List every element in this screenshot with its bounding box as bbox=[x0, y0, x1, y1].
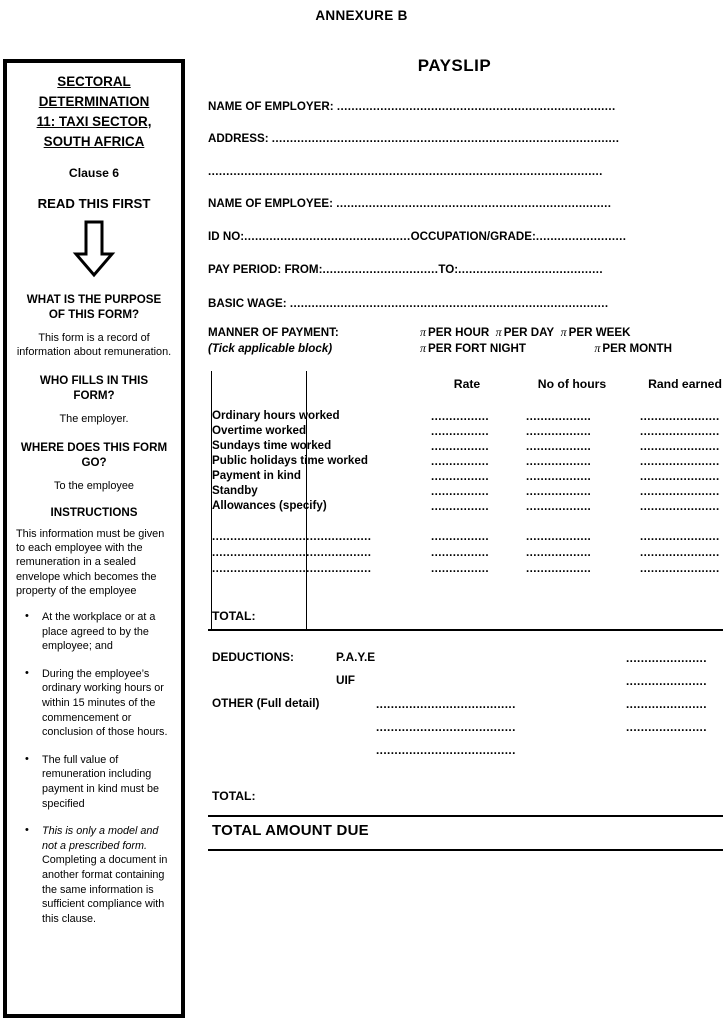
earnings-total-label: TOTAL: bbox=[212, 609, 256, 623]
cell-rate[interactable]: ................ bbox=[431, 425, 489, 438]
field-label: BASIC WAGE: bbox=[208, 297, 287, 310]
manner-options-row-2 bbox=[420, 341, 723, 357]
bullet-text: During the employee’s ordinary working hours or within 15 minutes of the commencement or conclusion of those hours. bbox=[42, 667, 168, 739]
cell-rate[interactable]: ................ bbox=[431, 546, 489, 559]
deduction-amount-uif[interactable]: ...................... bbox=[626, 674, 707, 688]
bullet-text: At the workplace or at a place agreed to by the employee; and bbox=[42, 611, 156, 653]
table-row-blank bbox=[208, 545, 723, 562]
cell-rate[interactable]: ................ bbox=[431, 485, 489, 498]
cell-rate[interactable]: ................ bbox=[431, 500, 489, 513]
table-row bbox=[208, 499, 723, 516]
instructions-bullet-list bbox=[16, 610, 172, 926]
tick-box-icon[interactable]: π bbox=[560, 325, 567, 339]
rule-below-total-amount-due bbox=[208, 849, 723, 851]
cell-detail[interactable]: ............................................ bbox=[212, 530, 372, 543]
cell-hours[interactable]: .................. bbox=[526, 455, 592, 468]
table-row-blank bbox=[208, 561, 723, 578]
option-per-day[interactable] bbox=[496, 325, 555, 341]
field-address-line-2 bbox=[208, 165, 723, 178]
cell-hours[interactable]: .................. bbox=[526, 470, 592, 483]
field-label: NAME OF EMPLOYEE: bbox=[208, 197, 333, 210]
deduction-row-paye bbox=[208, 650, 723, 673]
option-label: PER FORT NIGHT bbox=[428, 341, 526, 355]
cell-rate[interactable]: ................ bbox=[431, 410, 489, 423]
field-address bbox=[208, 132, 723, 145]
field-label: NAME OF EMPLOYER: bbox=[208, 100, 334, 113]
cell-hours[interactable]: .................. bbox=[526, 485, 592, 498]
column-header-rand-earned: Rand earned bbox=[648, 377, 722, 391]
page-title: ANNEXURE B bbox=[315, 8, 408, 23]
cell-hours[interactable]: .................. bbox=[526, 425, 592, 438]
purpose-question-line-2: OF THIS FORM? bbox=[48, 308, 140, 321]
cell-rand[interactable]: ...................... bbox=[640, 546, 720, 559]
payslip-header-fields bbox=[208, 100, 723, 310]
cell-rand[interactable]: ...................... bbox=[640, 425, 720, 438]
option-per-month[interactable] bbox=[594, 341, 672, 357]
bullet-text: Completing a document in another format containing the same information is sufficient compliance with this clause. bbox=[42, 854, 168, 925]
manner-of-payment-label: MANNER OF PAYMENT: bbox=[208, 326, 339, 339]
list-item bbox=[33, 753, 172, 811]
payslip-title: PAYSLIP bbox=[417, 56, 492, 75]
tick-box-icon[interactable]: π bbox=[420, 325, 427, 339]
deduction-label-paye: P.A.Y.E bbox=[336, 650, 376, 664]
field-pay-period bbox=[208, 263, 723, 276]
cell-rand[interactable]: ...................... bbox=[640, 440, 720, 453]
who-fills-answer: The employer. bbox=[59, 413, 129, 425]
field-label: PAY PERIOD: FROM: bbox=[208, 263, 323, 276]
cell-detail[interactable]: ............................................ bbox=[212, 546, 372, 559]
option-per-fort-night[interactable] bbox=[420, 341, 526, 357]
row-label: Ordinary hours worked bbox=[212, 409, 340, 422]
fill-in-line[interactable]: ......................... bbox=[535, 230, 627, 243]
cell-hours[interactable]: .................. bbox=[526, 410, 592, 423]
where-goes-question bbox=[16, 440, 172, 470]
tick-box-icon[interactable]: π bbox=[495, 325, 502, 339]
manner-of-payment-labels bbox=[208, 325, 413, 356]
fill-in-line[interactable]: ............................................................................................................. bbox=[208, 165, 603, 178]
field-name-of-employer bbox=[208, 100, 723, 113]
row-label: Overtime worked bbox=[212, 424, 307, 437]
row-label: Payment in kind bbox=[212, 469, 301, 482]
clause-label: Clause 6 bbox=[68, 166, 120, 180]
cell-rand[interactable]: ...................... bbox=[640, 562, 720, 575]
field-id-no-and-occupation bbox=[208, 230, 723, 243]
deductions-total-label: TOTAL: bbox=[212, 789, 256, 803]
cell-rand[interactable]: ...................... bbox=[640, 410, 720, 423]
instructions-heading: INSTRUCTIONS bbox=[50, 506, 138, 519]
option-label: PER MONTH bbox=[602, 341, 672, 355]
fill-in-line[interactable]: ................................................................................................ bbox=[271, 132, 620, 145]
total-amount-due-label: TOTAL AMOUNT DUE bbox=[212, 822, 369, 839]
deduction-row-other-2 bbox=[208, 719, 723, 742]
deduction-detail[interactable]: ...................................... bbox=[376, 743, 516, 757]
tick-applicable-block-hint: (Tick applicable block) bbox=[208, 341, 333, 355]
deduction-row-other-1 bbox=[208, 696, 723, 719]
field-name-of-employee bbox=[208, 197, 723, 210]
option-per-hour[interactable] bbox=[420, 325, 489, 341]
who-fills-question-line-2: FORM? bbox=[73, 389, 115, 402]
cell-rand[interactable]: ...................... bbox=[640, 500, 720, 513]
down-arrow-icon bbox=[16, 220, 172, 278]
deduction-label-other: OTHER (Full detail) bbox=[212, 696, 320, 710]
deductions-section bbox=[208, 650, 723, 765]
read-this-first-label: READ THIS FIRST bbox=[37, 196, 151, 211]
option-label: PER HOUR bbox=[428, 326, 490, 339]
option-label: PER WEEK bbox=[568, 326, 631, 339]
deduction-amount-paye[interactable]: ...................... bbox=[626, 651, 707, 665]
purpose-question-line-1: WHAT IS THE PURPOSE bbox=[26, 293, 162, 306]
earnings-table bbox=[208, 371, 723, 632]
where-goes-question-line-1: WHERE DOES THIS FORM bbox=[20, 441, 168, 454]
option-per-week[interactable] bbox=[561, 325, 631, 341]
cell-rate[interactable]: ................ bbox=[431, 530, 489, 543]
row-label: Sundays time worked bbox=[212, 439, 332, 452]
purpose-question bbox=[16, 292, 172, 322]
fill-in-line[interactable]: ........................................................................................ bbox=[289, 297, 609, 310]
where-goes-answer: To the employee bbox=[54, 480, 134, 492]
cell-hours[interactable]: .................. bbox=[526, 562, 592, 575]
cell-hours[interactable]: .................. bbox=[526, 440, 592, 453]
who-fills-question-line-1: WHO FILLS IN THIS bbox=[39, 374, 149, 387]
fill-in-line[interactable]: ............................................................................. bbox=[336, 100, 616, 113]
fill-in-line[interactable]: ................................ bbox=[322, 263, 439, 276]
row-label: Allowances (specify) bbox=[212, 499, 327, 512]
field-basic-wage bbox=[208, 297, 723, 310]
field-label-to: TO: bbox=[438, 263, 459, 276]
sd-heading-line-4: SOUTH AFRICA bbox=[43, 134, 145, 149]
field-label: ADDRESS: bbox=[208, 132, 269, 145]
column-header-no-of-hours: No of hours bbox=[537, 377, 607, 391]
cell-hours[interactable]: .................. bbox=[526, 500, 592, 513]
bullet-text: The full value of remuneration including payment in kind must be specified bbox=[42, 753, 160, 810]
information-box bbox=[3, 59, 185, 1018]
tick-box-icon[interactable]: π bbox=[420, 340, 427, 355]
deductions-heading: DEDUCTIONS: bbox=[212, 650, 294, 664]
instructions-paragraph: This information must be given to each employee with the remuneration in a sealed envelope which becomes the property of the employee bbox=[16, 528, 165, 597]
bullet-text-italic: This is only a model and not a prescribed form. bbox=[42, 825, 159, 852]
where-goes-question-line-2: GO? bbox=[81, 456, 107, 469]
list-item bbox=[33, 667, 172, 740]
cell-rand[interactable]: ...................... bbox=[640, 470, 720, 483]
list-item bbox=[33, 610, 172, 654]
fill-in-line[interactable]: .............................................. bbox=[244, 230, 411, 243]
cell-rate[interactable]: ................ bbox=[431, 470, 489, 483]
cell-hours[interactable]: .................. bbox=[526, 546, 592, 559]
purpose-answer: This form is a record of information about remuneration. bbox=[16, 332, 172, 358]
row-label: Public holidays time worked bbox=[212, 454, 368, 467]
cell-rate[interactable]: ................ bbox=[431, 440, 489, 453]
column-header-rate: Rate bbox=[453, 377, 481, 391]
field-label: ID NO: bbox=[208, 230, 245, 243]
cell-rand[interactable]: ...................... bbox=[640, 530, 720, 543]
rule-above-total-amount-due bbox=[208, 815, 723, 817]
deduction-amount[interactable]: ...................... bbox=[626, 720, 707, 734]
field-label-occupation-grade: OCCUPATION/GRADE: bbox=[410, 230, 536, 243]
earnings-table-bottom-rule bbox=[208, 629, 723, 631]
deduction-amount[interactable]: ...................... bbox=[626, 697, 707, 711]
option-label: PER DAY bbox=[503, 326, 555, 339]
fill-in-line[interactable]: ............................................................................ bbox=[336, 197, 612, 210]
cell-hours[interactable]: .................. bbox=[526, 530, 592, 543]
deduction-label-uif: UIF bbox=[336, 673, 356, 687]
deduction-detail[interactable]: ...................................... bbox=[376, 697, 516, 711]
cell-rand[interactable]: ...................... bbox=[640, 455, 720, 468]
fill-in-line[interactable]: ........................................ bbox=[458, 263, 603, 276]
manner-options-row-1 bbox=[420, 325, 723, 341]
list-item bbox=[33, 824, 172, 926]
tick-box-icon[interactable]: π bbox=[594, 340, 601, 355]
sd-heading-line-1: SECTORAL bbox=[57, 74, 131, 89]
who-fills-question bbox=[16, 373, 172, 403]
table-row-blank bbox=[208, 529, 723, 546]
deduction-detail[interactable]: ...................................... bbox=[376, 720, 516, 734]
cell-rate[interactable]: ................ bbox=[431, 455, 489, 468]
cell-rate[interactable]: ................ bbox=[431, 562, 489, 575]
sd-heading-line-3: 11: TAXI SECTOR, bbox=[36, 114, 152, 129]
manner-of-payment-options bbox=[420, 325, 723, 356]
deduction-row-other-3 bbox=[208, 742, 723, 765]
sd-heading-line-2: DETERMINATION bbox=[38, 94, 150, 109]
deduction-row-uif bbox=[208, 673, 723, 696]
row-label: Standby bbox=[212, 484, 258, 497]
cell-rand[interactable]: ...................... bbox=[640, 485, 720, 498]
cell-detail[interactable]: ............................................ bbox=[212, 562, 372, 575]
